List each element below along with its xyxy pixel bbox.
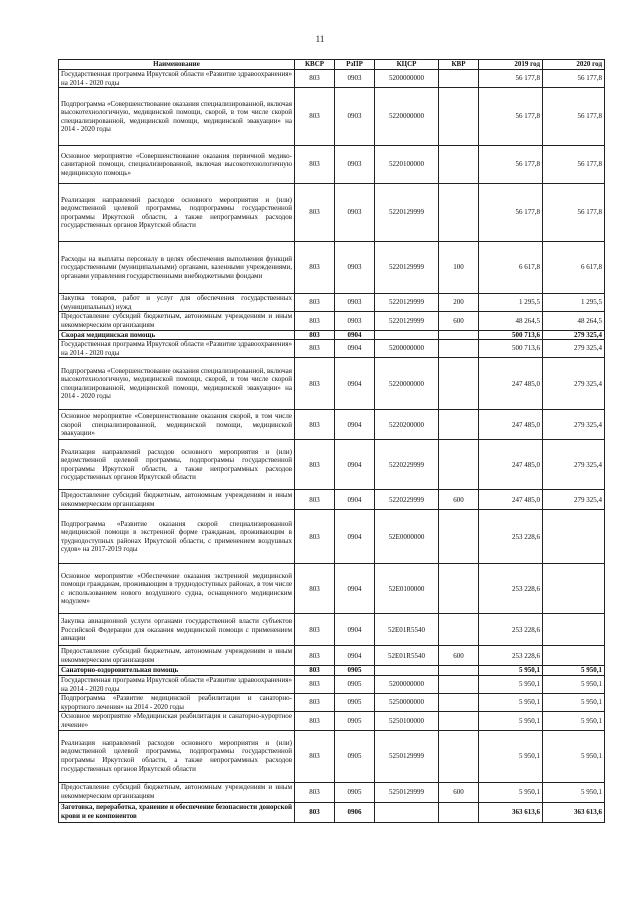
table-row (59, 675, 605, 693)
table-row (59, 88, 605, 146)
cell-rzpr: 0904 (335, 510, 375, 564)
cell-kvr: 600 (439, 490, 479, 510)
cell-rzpr: 0905 (335, 730, 375, 782)
table-row (59, 330, 605, 340)
cell-2019: 5 950,1 (479, 730, 543, 782)
cell-kcsr: 5220200000 (375, 410, 439, 440)
cell-kvr (439, 510, 479, 564)
cell-kcsr: 5250129999 (375, 730, 439, 782)
cell-name: Закупка товаров, работ и услуг для обеспечения государственных (муниципальных) нужд (59, 294, 295, 312)
cell-name: Расходы на выплаты персоналу в целях обеспечения выполнения функций государственными (муниципальными) органами, казенными учреждениями, органами управления государственными внебюджетными фондами (59, 242, 295, 294)
cell-2020: 5 950,1 (543, 694, 605, 712)
cell-2020: 6 617,8 (543, 242, 605, 294)
cell-kvsr: 803 (295, 694, 335, 712)
cell-name: Санаторно-оздоровительная помощь (59, 666, 295, 676)
header-rzpr: РзПР (335, 60, 375, 70)
cell-kvr (439, 70, 479, 88)
table-header-row (59, 60, 605, 70)
cell-rzpr: 0903 (335, 88, 375, 146)
table-row (59, 802, 605, 822)
budget-table (58, 59, 605, 823)
table-row (59, 490, 605, 510)
cell-rzpr: 0903 (335, 146, 375, 184)
page-number: 11 (315, 34, 325, 44)
cell-2020 (543, 564, 605, 614)
cell-2019: 56 177,8 (479, 88, 543, 146)
cell-name: Реализация направлений расходов основного мероприятия и (или) ведомственной целевой программы, подпрограммы государственной программы Иркутской области, а также непрограммных расходов государственных органов Иркутской области (59, 440, 295, 490)
cell-2020 (543, 614, 605, 646)
cell-rzpr: 0903 (335, 312, 375, 330)
cell-name: Подпрограмма «Развитие медицинской реабилитации и санаторно-курортного лечения» на 2014 - 2020 годы (59, 694, 295, 712)
table-row (59, 614, 605, 646)
header-name: Наименование (59, 60, 295, 70)
cell-kvr (439, 712, 479, 730)
cell-kvr (439, 675, 479, 693)
cell-kcsr: 5220129999 (375, 184, 439, 242)
cell-2019: 5 950,1 (479, 675, 543, 693)
cell-kcsr (375, 666, 439, 676)
cell-2019: 500 713,6 (479, 330, 543, 340)
cell-2020: 279 325,4 (543, 490, 605, 510)
cell-kcsr: 5220129999 (375, 294, 439, 312)
cell-kvr (439, 666, 479, 676)
cell-kvr (439, 330, 479, 340)
cell-2019: 363 613,6 (479, 802, 543, 822)
cell-rzpr: 0904 (335, 358, 375, 410)
cell-2020: 56 177,8 (543, 146, 605, 184)
header-2019: 2019 год (479, 60, 543, 70)
cell-rzpr: 0905 (335, 694, 375, 712)
cell-name: Реализация направлений расходов основного мероприятия и (или) ведомственной целевой программы, подпрограммы государственной программы Иркутской области, а также непрограммных расходов государственных органов Иркутской области (59, 184, 295, 242)
cell-name: Основное мероприятие «Обеспечение оказания экстренной медицинской помощи гражданам, проживающим в труднодоступных районах, в том числе с использованием нового воздушного судна, оснащенного медицинским модулем» (59, 564, 295, 614)
cell-kvsr: 803 (295, 88, 335, 146)
cell-kcsr: 5220129999 (375, 312, 439, 330)
cell-kvr (439, 802, 479, 822)
cell-2019: 56 177,8 (479, 146, 543, 184)
cell-kvsr: 803 (295, 184, 335, 242)
cell-rzpr: 0904 (335, 564, 375, 614)
cell-kcsr: 52Е01R5540 (375, 646, 439, 666)
cell-kvsr: 803 (295, 358, 335, 410)
cell-kvsr: 803 (295, 312, 335, 330)
cell-kvr (439, 564, 479, 614)
cell-name: Предоставление субсидий бюджетным, автономным учреждениям и иным некоммерческим организациям (59, 312, 295, 330)
table-row (59, 564, 605, 614)
cell-kvsr: 803 (295, 510, 335, 564)
table-row (59, 646, 605, 666)
cell-name: Скорая медицинская помощь (59, 330, 295, 340)
cell-kvsr: 803 (295, 614, 335, 646)
cell-2020: 5 950,1 (543, 666, 605, 676)
cell-rzpr: 0905 (335, 712, 375, 730)
cell-rzpr: 0905 (335, 675, 375, 693)
cell-kvsr: 803 (295, 440, 335, 490)
cell-2019: 247 485,0 (479, 440, 543, 490)
cell-kvsr: 803 (295, 666, 335, 676)
cell-2019: 500 713,6 (479, 340, 543, 358)
cell-kcsr: 52Е0100000 (375, 564, 439, 614)
table-row (59, 782, 605, 802)
cell-rzpr: 0904 (335, 646, 375, 666)
cell-kcsr (375, 802, 439, 822)
table-row (59, 666, 605, 676)
cell-2020 (543, 646, 605, 666)
cell-kvr (439, 614, 479, 646)
table-row (59, 440, 605, 490)
cell-2019: 1 295,5 (479, 294, 543, 312)
table-row (59, 312, 605, 330)
cell-name: Основное мероприятие «Медицинская реабилитация и санаторно-курортное лечение» (59, 712, 295, 730)
cell-kvr (439, 146, 479, 184)
cell-2019: 56 177,8 (479, 184, 543, 242)
cell-2019: 5 950,1 (479, 782, 543, 802)
cell-2019: 247 485,0 (479, 410, 543, 440)
cell-rzpr: 0904 (335, 340, 375, 358)
header-2020: 2020 год (543, 60, 605, 70)
cell-kvr (439, 730, 479, 782)
header-kcsr: КЦСР (375, 60, 439, 70)
cell-2020: 56 177,8 (543, 70, 605, 88)
table-row (59, 340, 605, 358)
cell-kvr (439, 88, 479, 146)
table-row (59, 510, 605, 564)
cell-2019: 253 228,6 (479, 510, 543, 564)
cell-kvsr: 803 (295, 490, 335, 510)
cell-2019: 5 950,1 (479, 694, 543, 712)
cell-kvsr: 803 (295, 242, 335, 294)
cell-kvsr: 803 (295, 294, 335, 312)
cell-name: Основное мероприятие «Совершенствование оказания скорой, в том числе скорой специализированной, медицинской помощи, медицинской эвакуации» (59, 410, 295, 440)
table-row (59, 70, 605, 88)
cell-2019: 6 617,8 (479, 242, 543, 294)
cell-2019: 5 950,1 (479, 666, 543, 676)
cell-kcsr: 52Е0000000 (375, 510, 439, 564)
cell-rzpr: 0904 (335, 330, 375, 340)
cell-2020: 56 177,8 (543, 184, 605, 242)
cell-kvsr: 803 (295, 410, 335, 440)
cell-kcsr: 5250129999 (375, 782, 439, 802)
cell-name: Предоставление субсидий бюджетным, автономным учреждениям и иным некоммерческим организациям (59, 490, 295, 510)
cell-kcsr: 5220129999 (375, 242, 439, 294)
cell-rzpr: 0904 (335, 614, 375, 646)
cell-kvr (439, 340, 479, 358)
table-row (59, 410, 605, 440)
table-row (59, 294, 605, 312)
cell-kvr (439, 358, 479, 410)
cell-kvsr: 803 (295, 782, 335, 802)
cell-rzpr: 0906 (335, 802, 375, 822)
cell-rzpr: 0904 (335, 440, 375, 490)
cell-2019: 253 228,6 (479, 564, 543, 614)
table-row (59, 730, 605, 782)
cell-rzpr: 0904 (335, 490, 375, 510)
cell-kcsr: 5220000000 (375, 88, 439, 146)
cell-name: Заготовка, переработка, хранение и обеспечение безопасности донорской крови и ее компонентов (59, 802, 295, 822)
cell-kvr (439, 410, 479, 440)
cell-kvsr: 803 (295, 712, 335, 730)
cell-name: Государственная программа Иркутской области «Развитие здравоохранения» на 2014 - 2020 годы (59, 675, 295, 693)
cell-name: Реализация направлений расходов основного мероприятия и (или) ведомственной целевой программы, подпрограммы государственной программы Иркутской области, а также непрограммных расходов государственных органов Иркутской области (59, 730, 295, 782)
cell-kvr: 600 (439, 782, 479, 802)
cell-name: Основное мероприятие «Совершенствование оказания первичной медико-санитарной помощи, специализированной, включая высокотехнологичную медицинскую помощь» (59, 146, 295, 184)
cell-kvr: 100 (439, 242, 479, 294)
cell-2019: 247 485,0 (479, 358, 543, 410)
cell-kcsr: 5220100000 (375, 146, 439, 184)
cell-rzpr: 0903 (335, 294, 375, 312)
cell-kcsr: 5200000000 (375, 675, 439, 693)
cell-kvsr: 803 (295, 564, 335, 614)
cell-kvr (439, 184, 479, 242)
cell-kcsr: 5200000000 (375, 340, 439, 358)
cell-rzpr: 0905 (335, 666, 375, 676)
cell-name: Государственная программа Иркутской области «Развитие здравоохранения» на 2014 - 2020 годы (59, 70, 295, 88)
cell-kcsr: 5220229999 (375, 490, 439, 510)
cell-rzpr: 0903 (335, 184, 375, 242)
cell-2020: 5 950,1 (543, 712, 605, 730)
cell-2020: 279 325,4 (543, 340, 605, 358)
cell-kcsr: 5250000000 (375, 694, 439, 712)
cell-2019: 48 264,5 (479, 312, 543, 330)
cell-rzpr: 0904 (335, 410, 375, 440)
cell-kcsr (375, 330, 439, 340)
cell-kvr: 200 (439, 294, 479, 312)
cell-2020: 5 950,1 (543, 730, 605, 782)
cell-kvr (439, 440, 479, 490)
cell-kcsr: 5220229999 (375, 440, 439, 490)
cell-rzpr: 0905 (335, 782, 375, 802)
cell-kvsr: 803 (295, 330, 335, 340)
cell-2019: 5 950,1 (479, 712, 543, 730)
table-row (59, 694, 605, 712)
cell-kvsr: 803 (295, 70, 335, 88)
cell-kcsr: 52Е01R5540 (375, 614, 439, 646)
cell-2020: 1 295,5 (543, 294, 605, 312)
cell-2020: 279 325,4 (543, 440, 605, 490)
cell-2020: 279 325,4 (543, 410, 605, 440)
cell-kvsr: 803 (295, 340, 335, 358)
cell-2020: 5 950,1 (543, 675, 605, 693)
cell-2019: 56 177,8 (479, 70, 543, 88)
cell-kvsr: 803 (295, 146, 335, 184)
table-row (59, 242, 605, 294)
cell-name: Подпрограмма «Совершенствование оказания специализированной, включая высокотехнологичную, медицинской помощи, скорой, в том числе скорой специализированной, медицинской помощи, медицинской эвакуации» на 2014 - 2020 годы (59, 358, 295, 410)
cell-name: Закупка авиационной услуги органами государственной власти субъектов Российской Федерации для оказания медицинской помощи с применением авиации (59, 614, 295, 646)
cell-name: Подпрограмма «Развитие оказания скорой специализированной медицинской помощи в экстренной форме гражданам, проживающим в труднодоступных районах Иркутской области, с применением воздушных судов» на 2017-2019 годы (59, 510, 295, 564)
cell-2020: 363 613,6 (543, 802, 605, 822)
cell-rzpr: 0903 (335, 70, 375, 88)
cell-name: Предоставление субсидий бюджетным, автономным учреждениям и иным некоммерческим организациям (59, 646, 295, 666)
cell-kvsr: 803 (295, 646, 335, 666)
cell-name: Подпрограмма «Совершенствование оказания специализированной, включая высокотехнологичную, медицинской помощи, скорой, в том числе скорой специализированной, медицинской помощи, медицинской эвакуации» на 2014 - 2020 годы (59, 88, 295, 146)
cell-2020: 5 950,1 (543, 782, 605, 802)
cell-2020: 279 325,4 (543, 358, 605, 410)
cell-kcsr: 5250100000 (375, 712, 439, 730)
table-row (59, 712, 605, 730)
cell-2019: 253 228,6 (479, 614, 543, 646)
cell-kvr (439, 694, 479, 712)
table-row (59, 146, 605, 184)
table-row (59, 358, 605, 410)
cell-2020: 279 325,4 (543, 330, 605, 340)
cell-kvsr: 803 (295, 730, 335, 782)
cell-kcsr: 5200000000 (375, 70, 439, 88)
cell-kcsr: 5220000000 (375, 358, 439, 410)
cell-kvsr: 803 (295, 802, 335, 822)
cell-kvr: 600 (439, 646, 479, 666)
cell-2019: 247 485,0 (479, 490, 543, 510)
cell-2020 (543, 510, 605, 564)
cell-kvsr: 803 (295, 675, 335, 693)
table-row (59, 184, 605, 242)
cell-rzpr: 0903 (335, 242, 375, 294)
cell-name: Государственная программа Иркутской области «Развитие здравоохранения» на 2014 - 2020 годы (59, 340, 295, 358)
cell-kvr: 600 (439, 312, 479, 330)
cell-2019: 253 228,6 (479, 646, 543, 666)
header-kvsr: КВСР (295, 60, 335, 70)
cell-name: Предоставление субсидий бюджетным, автономным учреждениям и иным некоммерческим организациям (59, 782, 295, 802)
cell-2020: 56 177,8 (543, 88, 605, 146)
cell-2020: 48 264,5 (543, 312, 605, 330)
header-kvr: КВР (439, 60, 479, 70)
